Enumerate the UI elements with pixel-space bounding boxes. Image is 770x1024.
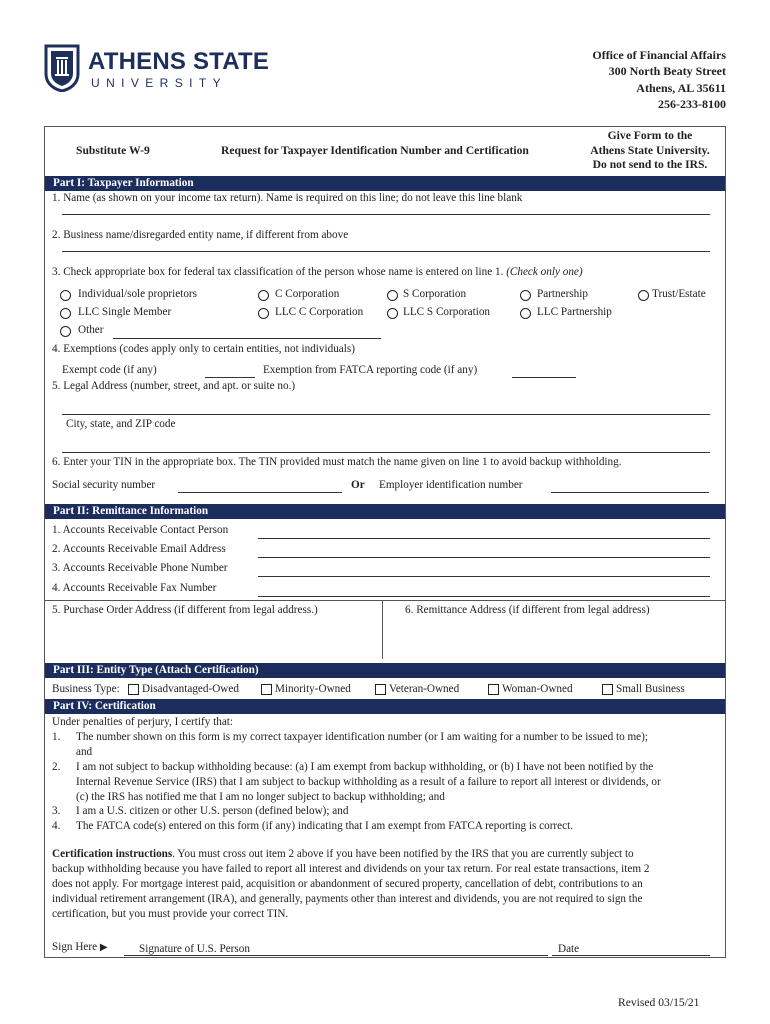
label-disadvantaged: Disadvantaged-Owed <box>142 683 239 695</box>
label-individual: Individual/sole proprietors <box>78 288 197 300</box>
checkbox-minority[interactable] <box>261 684 272 695</box>
radio-llc-single[interactable] <box>60 308 71 319</box>
ssn-field[interactable] <box>178 492 342 493</box>
cert-item-1-line-2: and <box>76 746 93 758</box>
cert-instructions-line-1 <box>52 848 634 860</box>
cert-instructions-text-1: . You must cross out item 2 above if you have been notified by the IRS that you are currently subject to <box>172 848 634 860</box>
office-city: Athens, AL 35611 <box>636 80 726 95</box>
address-column-divider <box>382 601 383 659</box>
remit-address-label: 6. Remittance Address (if different from legal address) <box>405 604 650 616</box>
give-form-note <box>580 129 720 173</box>
sign-here-text: Sign Here <box>52 941 98 953</box>
part1-header: Part I: Taxpayer Information <box>45 176 725 191</box>
form-code: Substitute W-9 <box>76 144 150 157</box>
cert-item-2-line-2: Internal Revenue Service (IRS) that I am subject to backup withholding as a result of a failure to report all interest or dividends, or <box>76 776 661 788</box>
cert-item-1-line-1: The number shown on this form is my correct taxpayer identification number (or I am waiting for a number to be issued to me); <box>76 731 648 743</box>
date-label: Date <box>558 943 580 955</box>
cert-item-2-number: 2. <box>52 761 61 773</box>
radio-llc-c-corp[interactable] <box>258 308 269 319</box>
part3-header: Part III: Entity Type (Attach Certification) <box>45 663 725 678</box>
ar-phone-field[interactable] <box>258 576 710 577</box>
give-form-line-3: Do not send to the IRS. <box>592 158 708 171</box>
radio-llc-s-corp[interactable] <box>387 308 398 319</box>
office-name: Office of Financial Affairs <box>592 48 726 62</box>
radio-c-corporation[interactable] <box>258 290 269 301</box>
part4-header: Part IV: Certification <box>45 699 725 714</box>
logo-wordmark: ATHENS STATE <box>88 48 270 75</box>
fatca-code-label: Exemption from FATCA reporting code (if any) <box>263 364 478 376</box>
q2-label: 2. Business name/disregarded entity name, if different from above <box>52 229 349 241</box>
perjury-intro: Under penalties of perjury, I certify that: <box>52 716 233 728</box>
business-name-field[interactable] <box>62 251 710 252</box>
q3-note: (Check only one) <box>506 266 583 278</box>
cert-item-3-number: 3. <box>52 805 61 817</box>
business-type-label: Business Type: <box>52 683 120 695</box>
ein-label: Employer identification number <box>379 479 523 491</box>
radio-individual[interactable] <box>60 290 71 301</box>
label-partnership: Partnership <box>537 288 588 300</box>
radio-llc-partnership[interactable] <box>520 308 531 319</box>
checkbox-disadvantaged[interactable] <box>128 684 139 695</box>
city-field[interactable] <box>62 452 710 453</box>
ar-contact-label: 1. Accounts Receivable Contact Person <box>52 524 229 536</box>
revised-date: Revised 03/15/21 <box>618 996 700 1009</box>
label-s-corporation: S Corporation <box>403 288 467 300</box>
cert-instructions-line-4: individual retirement arrangement (IRA), and generally, payments other than interest and dividends, you are not required to sign the <box>52 893 643 905</box>
exempt-code-field[interactable] <box>205 377 255 378</box>
cert-item-3-line-1: I am a U.S. citizen or other U.S. person (defined below); and <box>76 805 349 817</box>
label-other: Other <box>78 324 104 336</box>
signature-label: Signature of U.S. Person <box>139 943 250 955</box>
cert-instructions-line-5: certification, but you must provide your correct TIN. <box>52 908 289 920</box>
label-veteran: Veteran-Owned <box>389 683 460 695</box>
logo-subtitle: UNIVERSITY <box>91 76 228 90</box>
ar-fax-field[interactable] <box>258 596 710 597</box>
part2-header: Part II: Remittance Information <box>45 504 725 519</box>
ar-fax-label: 4. Accounts Receivable Fax Number <box>52 582 217 594</box>
give-form-line-1: Give Form to the <box>607 129 693 142</box>
label-small-business: Small Business <box>616 683 685 695</box>
date-field[interactable] <box>552 955 710 956</box>
ar-phone-label: 3. Accounts Receivable Phone Number <box>52 562 228 574</box>
ar-email-label: 2. Accounts Receivable Email Address <box>52 543 226 555</box>
label-minority: Minority-Owned <box>275 683 351 695</box>
label-trust-estate: Trust/Estate <box>652 288 706 300</box>
checkbox-veteran[interactable] <box>375 684 386 695</box>
q3-text: 3. Check appropriate box for federal tax classification of the person whose name is entered on line 1. <box>52 266 504 278</box>
po-address-label: 5. Purchase Order Address (if different from legal address.) <box>52 604 318 616</box>
office-address <box>592 47 726 112</box>
cert-instructions-line-3: does not apply. For mortgage interest paid, acquisition or abandonment of secured property, cancellation of debt, contributions to an <box>52 878 643 890</box>
form-title: Request for Taxpayer Identification Number and Certification <box>221 144 529 157</box>
signature-field[interactable] <box>124 955 548 956</box>
radio-trust-estate[interactable] <box>638 290 649 301</box>
radio-s-corporation[interactable] <box>387 290 398 301</box>
label-llc-single: LLC Single Member <box>78 306 172 318</box>
cert-item-4-line-1: The FATCA code(s) entered on this form (if any) indicating that I am exempt from FATCA reporting is correct. <box>76 820 573 832</box>
university-shield-logo <box>44 44 80 92</box>
checkbox-woman[interactable] <box>488 684 499 695</box>
q6-label: 6. Enter your TIN in the appropriate box. The TIN provided must match the name given on line 1 to avoid backup withholding. <box>52 456 622 468</box>
label-llc-s-corp: LLC S Corporation <box>403 306 491 318</box>
checkbox-small-business[interactable] <box>602 684 613 695</box>
q4-label: 4. Exemptions (codes apply only to certain entities, not individuals) <box>52 343 355 355</box>
arrow-right-icon: ▶ <box>99 942 108 953</box>
cert-item-2-line-1: I am not subject to backup withholding because: (a) I am exempt from backup withholding, or (b) I have not been notified by the <box>76 761 654 773</box>
q1-label: 1. Name (as shown on your income tax return). Name is required on this line; do not leave this line blank <box>52 192 523 204</box>
radio-partnership[interactable] <box>520 290 531 301</box>
ar-email-field[interactable] <box>258 557 710 558</box>
label-llc-c-corp: LLC C Corporation <box>275 306 364 318</box>
name-field[interactable] <box>62 214 710 215</box>
fatca-code-field[interactable] <box>512 377 576 378</box>
office-street: 300 North Beaty Street <box>608 64 726 79</box>
label-llc-partnership: LLC Partnership <box>537 306 612 318</box>
label-woman: Woman-Owned <box>502 683 573 695</box>
part2-divider <box>45 600 725 601</box>
other-field[interactable] <box>113 338 381 339</box>
q3-label <box>52 266 583 278</box>
cert-instructions-heading: Certification instructions <box>52 848 173 860</box>
cert-instructions-line-2: backup withholding because you have failed to report all interest and dividends on your tax return. For real estate transactions, item 2 <box>52 863 650 875</box>
legal-address-field[interactable] <box>62 414 710 415</box>
sign-here-label <box>52 941 108 953</box>
ssn-label: Social security number <box>52 479 156 491</box>
cert-item-2-line-3: (c) the IRS has notified me that I am no longer subject to backup withholding; and <box>76 791 445 803</box>
radio-other[interactable] <box>60 326 71 337</box>
cert-item-1-number: 1. <box>52 731 61 743</box>
cert-item-4-number: 4. <box>52 820 61 832</box>
label-c-corporation: C Corporation <box>275 288 340 300</box>
or-label: Or <box>351 479 365 491</box>
ar-contact-field[interactable] <box>258 538 710 539</box>
give-form-line-2: Athens State University. <box>590 143 710 157</box>
q5-label: 5. Legal Address (number, street, and apt. or suite no.) <box>52 380 296 392</box>
ein-field[interactable] <box>551 492 709 493</box>
city-label: City, state, and ZIP code <box>66 418 176 430</box>
office-phone: 256-233-8100 <box>658 96 726 111</box>
exempt-code-label: Exempt code (if any) <box>62 364 157 376</box>
